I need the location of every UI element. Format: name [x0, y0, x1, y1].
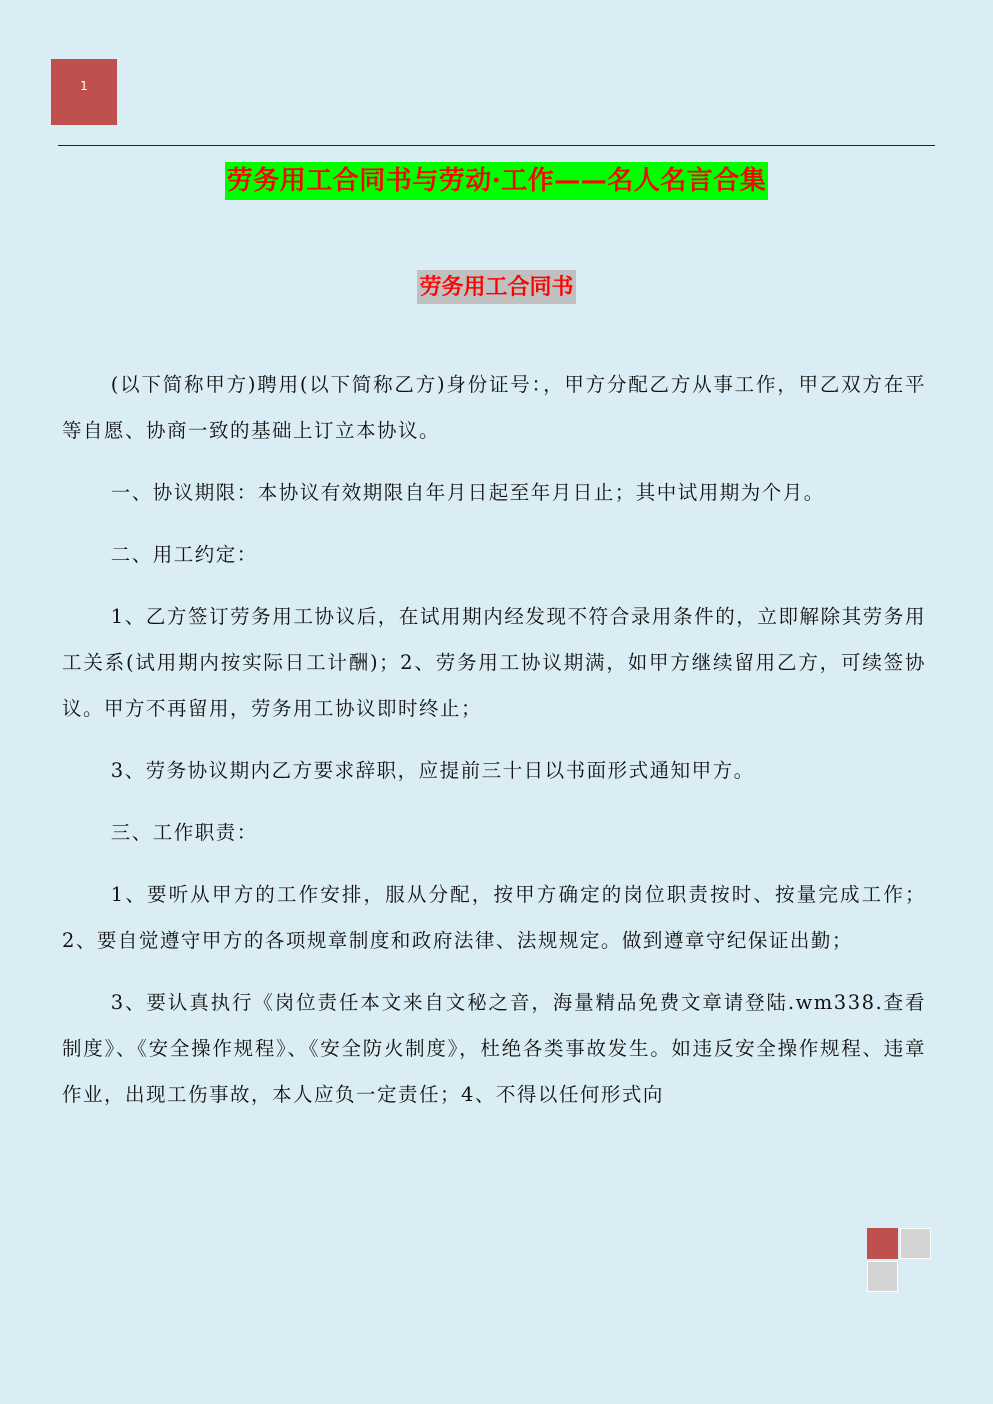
- paragraph-duties-1-2: 1、要听从甲方的工作安排，服从分配，按甲方确定的岗位职责按时、按量完成工作；2、要自觉遵守甲方的各项规章制度和政府法律、法规规定。做到遵章守纪保证出勤；: [62, 883, 926, 952]
- main-title-container: [0, 162, 993, 200]
- decor-square-red: [867, 1228, 898, 1259]
- page-number-badge: [51, 59, 117, 125]
- paragraph-employment-3: 3、劳务协议期内乙方要求辞职，应提前三十日以书面形式通知甲方。: [110, 759, 755, 782]
- header-divider: [58, 145, 935, 146]
- corner-decoration: [867, 1228, 933, 1294]
- sub-title-container: [0, 270, 993, 304]
- paragraph-intro: (以下简称甲方)聘用(以下简称乙方)身份证号：，甲方分配乙方从事工作，甲乙双方在平等自愿、协商一致的基础上订立本协议。: [62, 373, 926, 442]
- paragraph-heading-employment: 二、用工约定：: [110, 543, 258, 566]
- paragraph-heading-duties: 三、工作职责：: [110, 821, 258, 844]
- document-body: [62, 362, 926, 1134]
- paragraph-employment-1-2: 1、乙方签订劳务用工协议后，在试用期内经发现不符合录用条件的，立即解除其劳务用工关系(试用期内按实际日工计酬)；2、劳务用工协议期满，如甲方继续留用乙方，可续签协议。甲方不再留用，劳务用工协议即时终止；: [62, 605, 926, 720]
- decor-square-gray: [900, 1228, 931, 1259]
- page-number: 1: [80, 79, 88, 93]
- decor-square-gray: [867, 1261, 898, 1292]
- paragraph-term: 一、协议期限：本协议有效期限自年月日起至年月日止；其中试用期为个月。: [110, 481, 825, 504]
- section-title: 劳务用工合同书: [417, 270, 575, 304]
- paragraph-duties-3-4: 3、要认真执行《岗位责任本文来自文秘之音，海量精品免费文章请登陆.wm338.查看制度》、《安全操作规程》、《安全防火制度》，杜绝各类事故发生。如违反安全操作规程、违章作业，出现工伤事故，本人应负一定责任；4、不得以任何形式向: [62, 991, 926, 1106]
- main-title: 劳务用工合同书与劳动·工作——名人名言合集: [225, 162, 769, 200]
